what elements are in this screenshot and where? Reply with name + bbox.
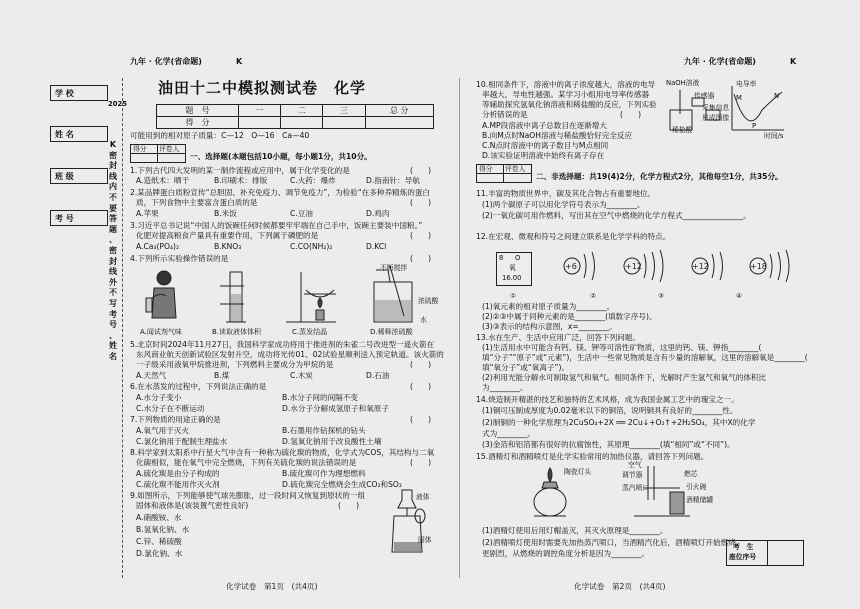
q12-line[interactable]: (2)②③中属于同种元素的是________(填数字序号)。 xyxy=(482,312,657,321)
q15-label: 调节器 xyxy=(622,471,643,479)
q13-line: (2)利用光能分解水可制取氢气和氧气。相同条件下，光解时产生氢气和氧气的体积比 xyxy=(482,373,767,382)
q3-option[interactable]: B.KNO₃ xyxy=(214,242,242,251)
q6-option[interactable]: A.水分子变小 xyxy=(136,393,182,402)
q15-label: 陶瓷灯头 xyxy=(564,468,592,476)
score-table xyxy=(156,104,434,129)
svg-text:+18: +18 xyxy=(750,262,767,271)
q15-line[interactable]: 更剧烈，从燃烧的调控角度分析是因为________。 xyxy=(482,549,650,558)
q4-figures xyxy=(136,264,439,330)
seal-notice-char: 线 xyxy=(109,171,117,181)
q3-line: 化肥对提高粮食产量具有重要作用，下列属于磷肥的是 xyxy=(136,231,319,240)
atom-structure-diagrams xyxy=(552,246,802,292)
seal-notice-char: 写 xyxy=(109,298,117,308)
seal-notice-char: 线 xyxy=(109,267,117,277)
footer-left: 化学试卷 第1页 (共4页) xyxy=(226,582,318,591)
seal-notice-char: 、 xyxy=(109,235,117,245)
score-header-cell: 一 xyxy=(238,105,280,117)
q3-option[interactable]: D.KCl xyxy=(366,242,387,251)
q8-option[interactable]: C.硫化羰不能用作灭火剂 xyxy=(136,480,220,489)
q7-stem: 7.下列物质的用途正确的是 xyxy=(130,415,221,424)
q10-bracket[interactable]: ( ) xyxy=(620,110,642,119)
q12-label: ② xyxy=(590,292,597,300)
q15-line[interactable]: (1)酒精灯使用后用灯帽盖灭，其灭火原理是________。 xyxy=(482,526,668,535)
exam-number-field[interactable]: 考 号 xyxy=(50,210,108,226)
q10-label-acid: 稀盐酸 xyxy=(672,126,693,134)
element-cell xyxy=(496,252,532,286)
header-left: 九年 · 化学(省命题) xyxy=(130,57,202,66)
q9-label-solid: 固体 xyxy=(418,536,432,544)
footer-right: 化学试卷 第2页 (共4页) xyxy=(574,582,666,591)
header-right-k: K xyxy=(790,57,797,66)
seal-notice-char: 封 xyxy=(109,256,117,266)
q12-label: ④ xyxy=(736,292,743,300)
score-input-cell[interactable] xyxy=(323,117,365,129)
q1-option[interactable]: A.造纸术：晒干 xyxy=(136,176,190,185)
q2-line: 质，下列食物中主要富含蛋白质的是 xyxy=(136,198,258,207)
q3-option[interactable]: A.Ca₃(PO₄)₂ xyxy=(136,242,180,251)
q4-stem: 4.下列所示实验操作错误的是 xyxy=(130,254,229,263)
q10-option[interactable]: B.向M点时NaOH溶液与稀盐酸恰好完全反应 xyxy=(482,131,633,140)
q11-line: 11.丰富的物质世界中，碳及其化合物占有重要地位。 xyxy=(476,189,656,198)
q10-label-sensor: 传感器 xyxy=(694,92,715,100)
q1-option[interactable]: B.印刷术：排版 xyxy=(214,176,268,185)
q4-label-water: 水 xyxy=(420,316,427,324)
q10-label-n: N xyxy=(774,92,780,100)
q15-stem: 15.酒精灯和酒精喷灯是化学实验常用的加热仪器，请回答下列问题。 xyxy=(476,452,709,461)
seat-label: 座位序号 xyxy=(729,553,757,561)
page-title: 油田十二中模拟测试卷 化学 xyxy=(158,79,367,97)
q6-bracket[interactable]: ( ) xyxy=(410,382,432,391)
q6-option[interactable]: D.水分子分解成氢原子和氧原子 xyxy=(282,404,389,413)
seal-line xyxy=(122,78,123,578)
atomic-mass-line: 可能用到的相对原子质量：C—12 O—16 Ca—40 xyxy=(130,131,310,140)
q10-label-collect: 采集信息 xyxy=(702,104,730,112)
element-number: 8 xyxy=(499,254,504,262)
q8-option[interactable]: A.硫化羰是由分子构成的 xyxy=(136,469,220,478)
q8-option[interactable]: D.硫化羰完全燃烧会生成CO₂和SO₂ xyxy=(282,480,402,489)
q12-line[interactable]: (1)氧元素的相对原子质量为________。 xyxy=(482,302,615,311)
q7-bracket[interactable]: ( ) xyxy=(410,415,432,424)
q7-option[interactable]: D.氢氧化钠用于改良酸性土壤 xyxy=(282,437,382,446)
q4-caption[interactable]: C.蒸发结晶 xyxy=(292,328,328,336)
q8-bracket[interactable]: ( ) xyxy=(410,458,432,467)
seal-notice-char: 不 xyxy=(109,192,117,202)
q1-option[interactable]: D.指南针：导航 xyxy=(366,176,420,185)
q10-line: 等辅助探究氢氧化钠溶液和稀盐酸的反应，下列实验 xyxy=(482,100,657,109)
smell-figure xyxy=(146,271,176,318)
q5-line: 一子级采用液氧甲烷推进剂，下列燃料主要成分为甲烷的是 xyxy=(136,360,334,369)
school-field[interactable]: 学 校 xyxy=(50,85,108,101)
seal-notice-char: 封 xyxy=(109,161,117,171)
q3-line: 3.习近平总书记说“中国人的饭碗任何时候都要牢牢端在自己手中，饭碗主要装中国粮。” xyxy=(130,221,423,230)
q4-bracket[interactable]: ( ) xyxy=(410,254,432,263)
seal-notice-char: 要 xyxy=(109,203,117,213)
element-mass: 16.00 xyxy=(502,274,522,282)
q7-option[interactable]: B.石墨用作钻探机的钻头 xyxy=(282,426,366,435)
q12-stem: 12.在宏观、微观和符号之间建立联系是化学学科的特点。 xyxy=(476,232,671,241)
q12-label: ① xyxy=(510,292,517,300)
q12-line[interactable]: (3)③表示的结构示意图，x=________。 xyxy=(482,322,617,331)
q2-line: 2.某品牌蛋白质粉宣传“总胆固、补充免疫力、调节免疫力”，为检验“在多种养精炼的蛋白 xyxy=(130,188,431,197)
grader-reviewer-label: 评卷人 xyxy=(159,145,180,153)
cylinder-figure xyxy=(220,272,246,322)
seal-notice-char: 名 xyxy=(109,351,117,361)
q5-option[interactable]: C.木炭 xyxy=(290,371,313,380)
fold-line xyxy=(459,78,460,578)
q2-bracket[interactable]: ( ) xyxy=(410,198,432,207)
seal-notice-char: 不 xyxy=(109,288,117,298)
q15-label: 燃芯 xyxy=(684,470,698,478)
q9-bracket[interactable]: ( ) xyxy=(338,501,360,510)
grader-reviewer-label: 评卷人 xyxy=(505,165,526,173)
seal-notice-char: 题 xyxy=(109,224,117,234)
q2-option[interactable]: C.豆油 xyxy=(290,209,313,218)
seal-notice-char: 密 xyxy=(109,150,117,160)
seal-line-notice xyxy=(108,140,118,362)
grader-box xyxy=(130,144,186,163)
q14-line[interactable]: (1)铜可压制成厚度为0.02毫米以下的铜箔，说明铜具有良好的________性。 xyxy=(482,406,738,415)
score-header-cell: 三 xyxy=(323,105,365,117)
q14-line[interactable]: (3)金箔和铝箔都有很好的抗腐蚀性，其原理________(填“相同”或“不同”)。 xyxy=(482,440,735,449)
q8-option[interactable]: B.硫化羰可作为理想燃料 xyxy=(282,469,366,478)
q5-option[interactable]: A.天然气 xyxy=(136,371,167,380)
grader-score-label: 得分 xyxy=(133,145,147,153)
q4-label-stir: 不断搅拌 xyxy=(380,264,408,272)
q1-option[interactable]: C.火药：爆炸 xyxy=(290,176,336,185)
score-table-header-row xyxy=(157,105,434,117)
score-header-cell: 题 号 xyxy=(157,105,239,117)
score-input-cell[interactable] xyxy=(238,117,280,129)
q5-line: 东风商业航天创新试验区发射升空，成功将光传01、02试验星顺利送入预定轨道。该火箭的 xyxy=(136,350,444,359)
element-name: 氧 xyxy=(509,264,516,272)
grader-score-label: 得分 xyxy=(479,165,493,173)
score-label-cell: 得 分 xyxy=(157,117,239,129)
q15-label: 蒸汽喷口 xyxy=(622,484,650,492)
q4-caption[interactable]: B.读取液体体积 xyxy=(212,328,262,336)
class-field[interactable]: 班 级 xyxy=(50,168,108,184)
q5-bracket[interactable]: ( ) xyxy=(410,360,432,369)
q13-line[interactable]: 为________。 xyxy=(482,383,528,392)
q5-line: 5.北京时间2024年11月27日，我国科学家成功将用于推进剂的朱雀二号改进型一遥火箭在 xyxy=(130,340,435,349)
q5-option[interactable]: D.石油 xyxy=(366,371,390,380)
q10-option[interactable]: D.该实验证明溶液中始终有离子存在 xyxy=(482,151,605,160)
svg-text:+12: +12 xyxy=(625,262,642,271)
evaporation-figure xyxy=(286,272,336,322)
header-right: 九年 · 化学(省命题) xyxy=(684,57,756,66)
q9-option[interactable]: C.锌、稀硫酸 xyxy=(136,537,182,546)
q6-option[interactable]: B.水分子间的间隔不变 xyxy=(282,393,358,402)
q13-line[interactable]: 填“分子”“原子”或“元素”)，生活中一些常见物质是含有少量的溶解氧，这里的溶解氧是________( xyxy=(482,353,808,362)
q7-option[interactable]: A.氧气用于灭火 xyxy=(136,426,190,435)
grader-box xyxy=(476,164,532,183)
seal-notice-char: 号 xyxy=(109,320,117,330)
q5-option[interactable]: B.煤 xyxy=(214,371,230,380)
q3-bracket[interactable]: ( ) xyxy=(410,231,432,240)
q9-line: 9.如图所示，下列能够使气球先膨胀，过一段时间又恢复到原状的一组 xyxy=(130,491,366,500)
seal-notice-char: 密 xyxy=(109,245,117,255)
q13-line: 13.水在生产、生活中应用广泛，回答下列问题。 xyxy=(476,333,640,342)
seal-notice-char: K xyxy=(109,140,117,149)
seal-notice-char: 内 xyxy=(109,182,117,192)
seal-notice-char: 答 xyxy=(109,214,117,224)
q10-line: 率越大，导电性越强。某学习小组用电导率传感器 xyxy=(482,90,650,99)
q1-stem: 1.下列古代四大发明的某一制作流程或应用中，属于化学变化的是 xyxy=(130,166,350,175)
q1-bracket[interactable]: ( ) xyxy=(410,166,432,175)
q15-line: (2)酒精喷灯使用时需要先加热蒸汽喷口，当酒精汽化后，酒精喷灯开始燃烧 xyxy=(482,538,736,547)
q2-option[interactable]: B.米饭 xyxy=(214,209,237,218)
q2-option[interactable]: D.鸡肉 xyxy=(366,209,390,218)
score-header-cell: 总 分 xyxy=(365,105,433,117)
q14-line[interactable]: 式为________。 xyxy=(482,429,536,438)
q14-line: 14.烧造制开精湛的技艺和独特的艺术风格，成为我国金属工艺中的瑰宝之一。 xyxy=(476,395,739,404)
q4-caption[interactable]: A.闻试剂气味 xyxy=(140,328,182,336)
score-table-value-row xyxy=(157,117,434,129)
q13-line: 填“氧分子”或“氧离子”)。 xyxy=(482,363,570,372)
q11-line[interactable]: (1)两个碳原子可以用化学符号表示为________。 xyxy=(482,200,645,209)
q9-label-liquid: 液体 xyxy=(416,493,430,501)
name-field[interactable]: 姓 名 xyxy=(50,126,108,142)
q9-line: 固体和液体是(该装置气密性良好) xyxy=(136,501,249,510)
q6-stem: 6.在水蒸发的过程中，下列说法正确的是 xyxy=(130,382,267,391)
section2-title: 二、非选择题：共19(4)2分，化学方程式2分，其他每空1分，共35分。 xyxy=(536,172,783,181)
q2-option[interactable]: A.苹果 xyxy=(136,209,159,218)
q10-label-conductivity: 电导率 xyxy=(736,80,757,88)
q9-option[interactable]: D.氯化钠、水 xyxy=(136,549,183,558)
score-header-cell: 二 xyxy=(281,105,323,117)
q15-label: 引火碗 xyxy=(686,483,707,491)
dilution-figure xyxy=(374,266,412,322)
q10-label-time: 时间/s xyxy=(764,132,784,140)
seal-notice-char: 、 xyxy=(109,330,117,340)
score-input-cell[interactable] xyxy=(281,117,323,129)
q10-option[interactable]: C.N点时溶液中的离子数目与M点相同 xyxy=(482,141,609,150)
section1-title: 一、选择题(本题包括10小题，每小题1分，共10分。 xyxy=(190,152,372,161)
q11-line[interactable]: (2)一氧化碳可用作燃料，写出其在空气中燃烧的化学方程式________________。 xyxy=(482,211,751,220)
seal-notice-char: 姓 xyxy=(109,341,117,351)
q8-line: 8.科学家到太阳系中行星大气中含有一种称为硫化羰的物质，化学式为COS，其结构与二氧 xyxy=(130,448,435,457)
q10-label-naoh: NaOH溶液 xyxy=(666,79,700,87)
score-input-cell[interactable] xyxy=(365,117,433,129)
header-left-k: K xyxy=(236,57,243,66)
q9-option[interactable]: A.硝酸铵、水 xyxy=(136,513,182,522)
element-symbol: O xyxy=(515,254,521,262)
q10-label-image: 形成图像 xyxy=(702,114,730,122)
q3-option[interactable]: C.CO(NH₂)₂ xyxy=(290,242,333,251)
q4-caption[interactable]: D.稀释浓硫酸 xyxy=(370,328,413,336)
year-vertical: 2025 xyxy=(108,100,127,108)
q15-label: 空气 xyxy=(628,461,642,469)
seat-label: 考 生 xyxy=(733,543,754,551)
q14-line[interactable]: (2)制铜的一种化学原理为2CuSO₄+2X ══ 2Cu↓+O₂↑+2H₂SO₄，其中X的化学 xyxy=(482,418,756,427)
q9-option[interactable]: B.氢氧化钠、水 xyxy=(136,525,190,534)
seal-notice-char: 考 xyxy=(109,309,117,319)
seat-number-box[interactable] xyxy=(726,540,804,566)
q10-label-m: M xyxy=(736,94,742,102)
q10-line: 分析错误的是 xyxy=(482,110,528,119)
q15-label: 酒精储罐 xyxy=(686,496,714,504)
q10-option[interactable]: A.MP段溶液中离子总数目在逐渐增大 xyxy=(482,121,607,130)
q12-label: ③ xyxy=(658,292,665,300)
q6-option[interactable]: C.水分子在不断运动 xyxy=(136,404,205,413)
q10-label-p: P xyxy=(752,122,757,130)
q4-label-acid: 浓硫酸 xyxy=(418,297,439,305)
q7-option[interactable]: C.氯化钠用于配制生理盐水 xyxy=(136,437,228,446)
q10-line: 10.相同条件下，溶液中的离子浓度越大，溶液的电导 xyxy=(476,80,656,89)
svg-text:+12: +12 xyxy=(692,262,709,271)
q8-line: 化碳相似，能在氧气中完全燃烧，下列有关硫化羰的说法错误的是 xyxy=(136,458,357,467)
seal-notice-char: 外 xyxy=(109,277,117,287)
svg-text:+6: +6 xyxy=(565,262,577,271)
q13-line[interactable]: (1)生活用水中可能含有钙、镁、钾等可溶性矿物质，这里的钙、镁、钾指________( xyxy=(482,343,762,352)
